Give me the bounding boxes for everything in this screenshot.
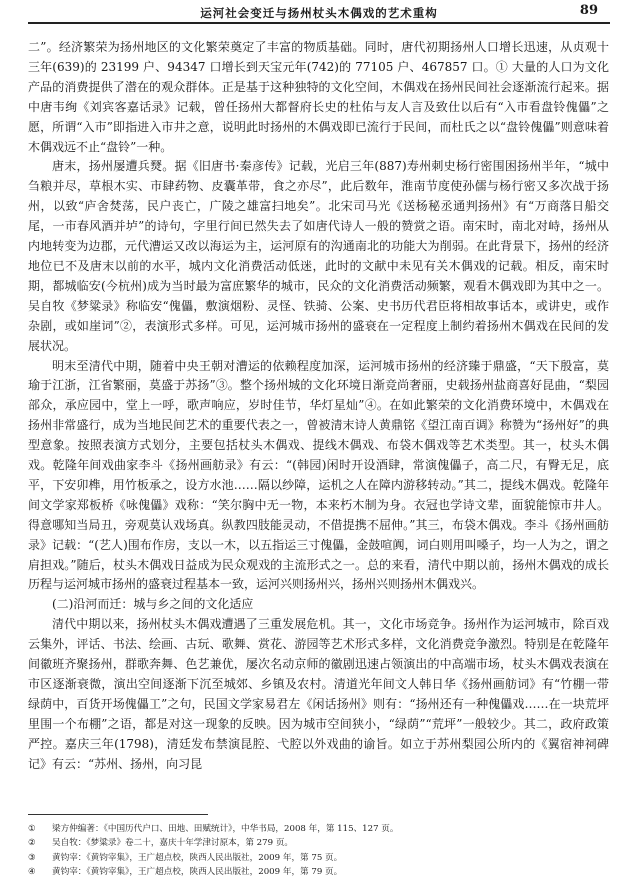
footnote-text: 黄钧宰：《黄钧宰集》，王广超点校，陕西人民出版社，2009 年，第 75 页。 <box>52 852 343 863</box>
paragraph-1: 二”。经济繁荣为扬州地区的文化繁荣奠定了丰富的物质基础。同时，唐代初期扬州人口增长迅速，从贞观十三年(639)的 23199 户、94347 口增长到天宝元年(742)的 77105 户、467857 口。① 大量的人口为文化产品的消费提供了潜在的观众群体。正是基于这种独特的文化空间，木偶戏在扬州民间社会逐渐流行起来。据中唐韦绚《刘宾客嘉话录》记载，曾任扬州大都督府长史的杜佑与友人言及致仕以后有“入市看盘铃傀儡”之愿，所谓“入市”即指进入市井之意，说明此时扬州的木偶戏即已流行于民间，而杜氏之以“盘铃傀儡”则意味着木偶戏远不止“盘铃”一种。 <box>28 40 609 154</box>
footnote-3 <box>28 851 609 865</box>
footnote-mark: ③ <box>28 852 36 863</box>
page-number: 89 <box>579 3 598 18</box>
footnote-text: 梁方仲编著：《中国历代户口、田地、田赋统计》，中华书局，2008 年，第 115、127 页。 <box>52 824 399 834</box>
paragraph-4: 清代中期以来，扬州杖头木偶戏遭遇了三重发展危机。其一，文化市场竞争。扬州作为运河城市，除百戏云集外，评话、书法、绘画、古玩、歌舞、赏花、游园等艺术形式多样，文化消费竞争激烈。特别是在乾隆年间徽班齐聚扬州，群歌奔舞、色艺兼优，屡次名动京师的徽剧迅速占领演出的中高端市场，杖头木偶戏表演在市区逐渐衰微，演出空间逐渐下沉至城郊、乡镇及农村。清道光年间文人韩日华《扬州画舫词》有“竹棚一带绿荫中，百货开场傀儡工”之句，民国文学家易君左《闲话扬州》则有：“扬州还有一种傀儡戏……在一块荒坪里围一个布棚”之语，都是对这一现象的反映。因为城市空间狭小，“绿荫”“荒坪”一般较少。其二，政府政策严控。嘉庆三年(1798)，清廷发布禁演昆腔、弋腔以外戏曲的谕旨。如立于苏州梨园公所内的《翼宿神祠碑记》有云：“苏州、扬州，向习昆 <box>28 617 609 771</box>
footnote-mark: ④ <box>28 867 36 878</box>
running-header <box>28 0 610 22</box>
footnote-text: 吴自牧：《梦粱录》卷二十，嘉庆十年学津讨原本，第 279 页。 <box>52 838 294 849</box>
footnote-4 <box>28 865 609 879</box>
paragraph-2: 唐末，扬州屡遭兵燹。据《旧唐书·秦彦传》记载，光启三年(887)寿州刺史杨行密围困扬州半年，“城中刍粮并尽，草根木实、市肆药物、皮囊革带，食之亦尽”，此后数年，淮南节度使孙儒与杨行密又多次战于扬州，以致“庐舍焚荡，民户丧亡，广陵之雄富扫地矣”。北宋司马光《送杨秘丞通判扬州》有“万商落日船交尾，一市春风酒并垆”的诗句，字里行间已然失去了如唐代诗人一般的赞赏之语。南宋时，南北对峙，扬州从内地转变为边郡，元代漕运又改以海运为主，运河原有的沟通南北的功能大为削弱。在此背景下，扬州的经济地位已不及唐末以前的水平，城内文化消费活动低迷，此时的文献中未见有关木偶戏的记载。相反，南宋时期，都城临安(今杭州)成为当时最为富庶繁华的城市，民众的文化消费活动频繁，观看木偶戏即为其中之一。吴自牧《梦粱录》称临安“傀儡，敷演烟粉、灵怪、铁骑、公案、史书历代君臣将相故事话本，或讲史，或作杂剧，或如崖词”②，表演形式多样。可见，运河城市扬州的盛衰在一定程度上制约着扬州木偶戏在民间的发展状况。 <box>28 159 609 353</box>
section-heading: (二)沿河而迁：城与乡之间的文化适应 <box>52 597 254 612</box>
header-rule <box>28 22 610 24</box>
footnote-rule <box>28 814 208 815</box>
article-body <box>28 38 609 775</box>
footnote-mark: ② <box>28 838 36 849</box>
running-title: 运河社会变迁与扬州杖头木偶戏的艺术重构 <box>200 6 438 20</box>
footnote-text: 黄钧宰：《黄钧宰集》，王广超点校，陕西人民出版社，2009 年，第 79 页。 <box>52 867 343 878</box>
paragraph-3: 明末至清代中期，随着中央王朝对漕运的依赖程度加深，运河城市扬州的经济臻于鼎盛，“天下殷富，莫瑜于江浙，江省繁丽，莫盛于苏扬”③。整个扬州城的文化环境日渐竞尚奢丽，史载扬州盐商喜好昆曲，“梨园部众，承应园中，堂上一呼，歌声响应，岁时佳节，华灯星灿”④。在如此繁荣的文化消费环境中，木偶戏在扬州非常盛行，成为当地民间艺术的重要代表之一，曾被清末诗人黄鼎铭《望江南百调》称赞为“扬州好”的典型意象。按照表演方式划分，主要包括杖头木偶戏、提线木偶戏、布袋木偶戏等艺术类型。其一，杖头木偶戏。乾隆年间戏曲家李斗《扬州画舫录》有云：“(韩园)闲时开设酒肆，常演傀儡子，高二尺，有臀无足，底平，下安卯榫，用竹板承之，设方水池……隔以纱障，运机之人在障内游移转动。”其二，提线木偶戏。乾隆年间文学家郑板桥《咏傀儡》戏称：“笑尔胸中无一物，本来朽木制为身。衣冠也学诗文辈，面貌能惊市井人。得意哪知当局丑，旁观莫认戏场真。纵教四肢能灵动，不借提携不屈伸。”其三，布袋木偶戏。李斗《扬州画舫录》记载：“(艺人)围布作房，支以一木，以五指运三寸傀儡，金鼓喧阗，词白则用叫嗓子，均一人为之，谓之肩担戏。”随后，杖头木偶戏日益成为民众观戏的主流形式之一。总的来看，清代中期以前，扬州木偶戏的成长历程与运河城市扬州的盛衰过程基本一致，运河兴则扬州兴，扬州兴则扬州木偶戏兴。 <box>28 358 609 592</box>
footnotes <box>28 822 609 880</box>
footnote-1 <box>28 822 609 836</box>
footnote-mark: ① <box>28 824 36 834</box>
footnote-2 <box>28 836 609 850</box>
